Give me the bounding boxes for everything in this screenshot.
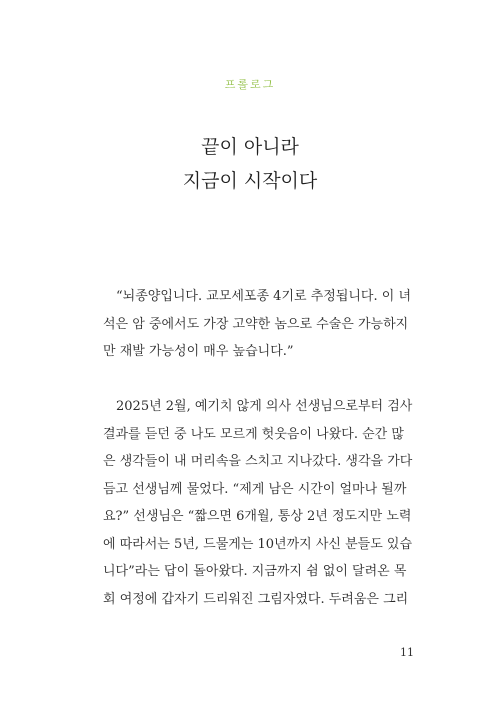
paragraph-line: 에 따라서는 5년, 드물게는 10년까지 사신 분들도 있습 — [103, 536, 413, 552]
paragraph-1 — [103, 283, 421, 366]
paragraph-line: 회 여정에 갑자기 드리워진 그림자였다. 두려움은 그리 — [103, 591, 409, 607]
paragraph-2 — [103, 393, 421, 613]
paragraph-line: 만 재발 가능성이 매우 높습니다.” — [103, 344, 294, 359]
paragraph-line: 듬고 선생님께 물었다. “제게 남은 시간이 얼마나 될까 — [103, 481, 407, 497]
paragraph-line: 니다”라는 답이 돌아왔다. 지금까지 쉼 없이 달려온 목 — [103, 564, 407, 579]
paragraph-line: 결과를 듣던 중 나도 모르게 헛웃음이 나왔다. 순간 많 — [103, 426, 404, 442]
paragraph-line: 석은 암 중에서도 가장 고약한 놈으로 수술은 가능하지 — [103, 316, 409, 332]
paragraph-line: 요?” 선생님은 “짧으면 6개월, 통상 2년 정도지만 노력 — [103, 509, 412, 524]
paragraph-line: 2025년 2월, 예기치 않게 의사 선생님으로부터 검사 — [116, 399, 413, 414]
chapter-title-line-1: 끝이 아니라 — [201, 136, 299, 158]
chapter-title-line-2: 지금이 시작이다 — [182, 170, 318, 192]
chapter-title — [0, 130, 500, 198]
section-label: 프롤로그 — [224, 78, 276, 91]
paragraph-line: “뇌종양입니다. 교모세포종 4기로 추정됩니다. 이 녀 — [116, 289, 412, 304]
paragraph-line: 은 생각들이 내 머리속을 스치고 지나갔다. 생각을 가다 — [103, 454, 413, 469]
page-number: 11 — [400, 646, 414, 659]
